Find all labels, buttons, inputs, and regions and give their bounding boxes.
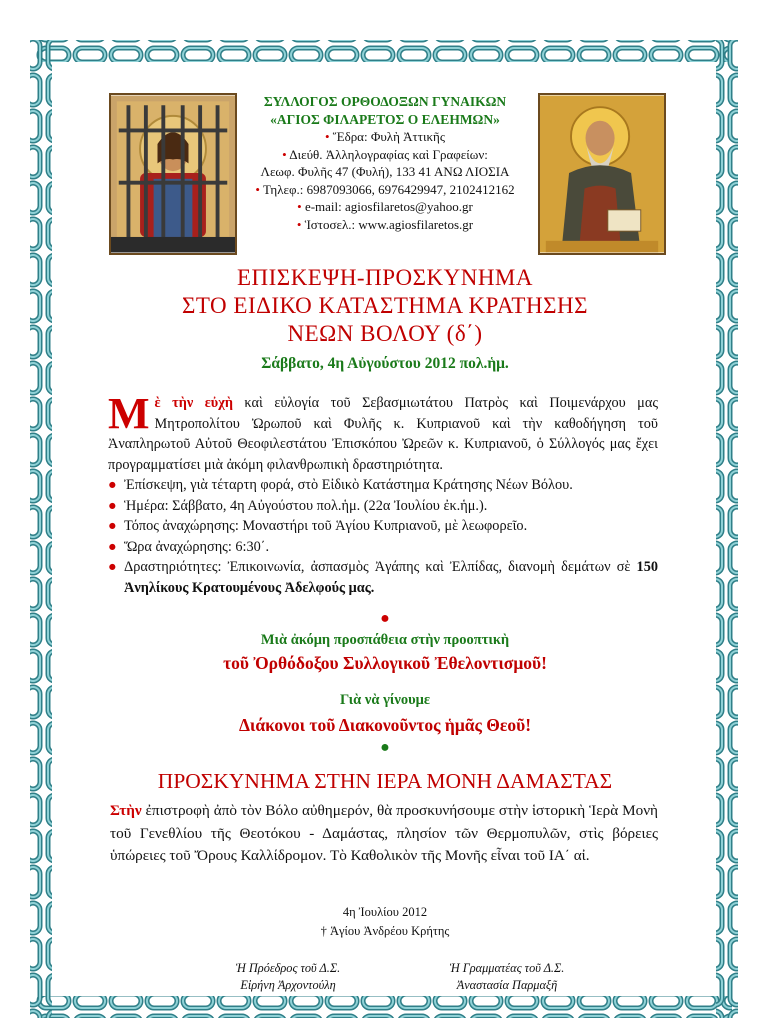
intro-section [108, 389, 658, 598]
effort-line1: Μιὰ ἀκόμη προσπάθεια στὴν προοπτικὴ [260, 632, 510, 648]
president-role: Ἡ Πρόεδρος τοῦ Δ.Σ. [235, 961, 341, 975]
saint-philaretos-icon [538, 93, 666, 255]
issue-feast: † Ἁγίου Ἀνδρέου Κρήτης [320, 924, 450, 938]
issue-date-block [62, 903, 708, 941]
bullet-glyph: • [255, 181, 260, 197]
intro-text: καὶ εὐλογία τοῦ Σεβασμιωτάτου Πατρὸς καὶ Ποιμενάρχου μας Μητροπολίτου Ὠρωποῦ καὶ Φυλῆς κ. Κυπριανοῦ καὶ τὴν καθοδήγηση τοῦ Ἀναπληρωτοῦ Αὐτοῦ Θεοφιλεστάτου Ἐπισκόπου Ὠρεῶν κ. Κυπριανοῦ, ὁ Σύλλογός μας ἔχει προγραμματίσει μιὰ ἀκόμη φιλανθρωπικὴ δραστηριότητα. [108, 395, 658, 473]
intro-lead: ὲ τὴν εὐχὴ [154, 395, 233, 411]
christ-in-prison-icon [109, 93, 237, 255]
list-item: ● Δραστηριότητες: Ἐπικοινωνία, ἀσπασμὸς Ἀγάπης καὶ Ἐλπίδας, διανομὴ δεμάτων σὲ 150 Ἀνηλίκους Κρατουμένους Ἀδελφούς μας. [108, 559, 658, 596]
org-website: Ἱστοσελ.: www.agiosfilaretos.gr [304, 216, 474, 232]
pilgrimage-lead: Στὴν [110, 802, 142, 819]
bullet-dot-icon: ● [108, 538, 117, 555]
org-mail-office: Διεύθ. Ἀλληλογραφίας καὶ Γραφείων: [289, 146, 488, 162]
org-address: Λεωφ. Φυλῆς 47 (Φυλή), 133 41 ΑΝΩ ΛΙΟΣΙΑ [260, 164, 510, 179]
org-seat: Ἕδρα: Φυλὴ Ἀττικῆς [332, 129, 445, 144]
bullet-dot-icon: ● [108, 518, 117, 534]
title-line3: ΝΕΩΝ ΒΟΛΟΥ (δ΄) [287, 321, 483, 346]
list-item: ● Ὥρα ἀναχώρησης: 6:30΄. [108, 537, 658, 558]
secretary-name: Ἀναστασία Παρμαξῆ [456, 978, 558, 992]
bullet-glyph: • [297, 199, 302, 214]
bullet-glyph: • [296, 216, 302, 232]
effort-line3: Γιὰ νὰ γίνουμε [339, 692, 431, 708]
separator-dot-red: ● [380, 610, 390, 627]
list-item: ● Τόπος ἀναχώρησης: Μοναστήρι τοῦ Ἁγίου Κυπριανοῦ, μὲ λεωφορεῖο. [108, 516, 658, 537]
effort-line4: Διάκονοι τοῦ Διακονοῦντος ἡμᾶς Θεοῦ! [238, 715, 532, 735]
flyer-content [62, 88, 708, 1008]
pilgrimage-heading: ΠΡΟΣΚΥΝΗΜΑ ΣΤΗΝ ΙΕΡΑ ΜΟΝΗ ΔΑΜΑΣΤΑΣ [157, 769, 613, 793]
title-line2: ΣΤΟ ΕΙΔΙΚΟ ΚΑΤΑΣΤΗΜΑ ΚΡΑΤΗΣΗΣ [182, 293, 588, 318]
details-list [108, 475, 658, 598]
issue-date: 4η Ἰουλίου 2012 [342, 905, 428, 919]
signature-secretary [407, 960, 607, 994]
org-email: e-mail: agiosfilaretos@yahoo.gr [304, 199, 473, 214]
org-name-line2: «ΑΓΙΟΣ ΦΙΛΑΡΕΤΟΣ Ο ΕΛΕΗΜΩΝ» [270, 111, 500, 127]
pilgrimage-paragraph [110, 800, 658, 868]
org-name-line1: ΣΥΛΛΟΓΟΣ ΟΡΘΟΔΟΞΩΝ ΓΥΝΑΙΚΩΝ [263, 94, 507, 109]
bullet-glyph: • [282, 146, 287, 162]
bullet-dot-icon: ● [108, 559, 117, 575]
separator-dot-green: ● [380, 739, 390, 756]
pilgrimage-text: ἐπιστροφὴ ἀπὸ τὸν Βόλο αὐθημερόν, θὰ προσκυνήσουμε στὴν ἱστορικὴ Ἱερὰ Μονὴ τοῦ Γενεθλίου τῆς Θεοτόκου - Δαμάστας, πλησίον τῶν Θερμοπυλῶν, στὶς βόρειες ὑπώρειες τοῦ Ὄρους Καλλίδρομον. Τὸ Καθολικὸν τῆς Μονῆς εἶναι τοῦ ΙΑ΄ αἰ. [110, 802, 658, 864]
secretary-role: Ἡ Γραμματέας τοῦ Δ.Σ. [449, 961, 565, 975]
activities-bold: 150 Ἀνηλίκους Κρατουμένους Ἀδελφούς μας. [124, 559, 658, 596]
list-item: ● Ἐπίσκεψη, γιὰ τέταρτη φορά, στὸ Εἰδικὸ Κατάστημα Κράτησης Νέων Βόλου. [108, 475, 658, 496]
event-date: Σάββατο, 4η Αὐγούστου 2012 πολ.ἡμ. [261, 355, 509, 372]
president-name: Εἰρήνη Ἀρχοντούλη [240, 978, 336, 992]
bullet-dot-icon: ● [108, 477, 117, 493]
effort-line2: τοῦ Ὀρθόδοξου Συλλογικοῦ Ἐθελοντισμοῦ! [223, 653, 547, 673]
list-item: ● Ἡμέρα: Σάββατο, 4η Αὐγούστου πολ.ἡμ. (22α Ἰουλίου ἐκ.ἡμ.). [108, 496, 658, 517]
bullet-glyph: • [325, 129, 330, 144]
organization-header [240, 93, 530, 233]
event-title [62, 264, 708, 348]
signature-president [188, 960, 388, 994]
title-line1: ΕΠΙΣΚΕΨΗ-ΠΡΟΣΚΥΝΗΜΑ [236, 265, 533, 290]
bullet-dot-icon: ● [108, 497, 117, 514]
drop-cap: Μ [108, 389, 150, 438]
org-phone: Τηλεφ.: 6987093066, 6976429947, 2102412162 [262, 181, 515, 197]
